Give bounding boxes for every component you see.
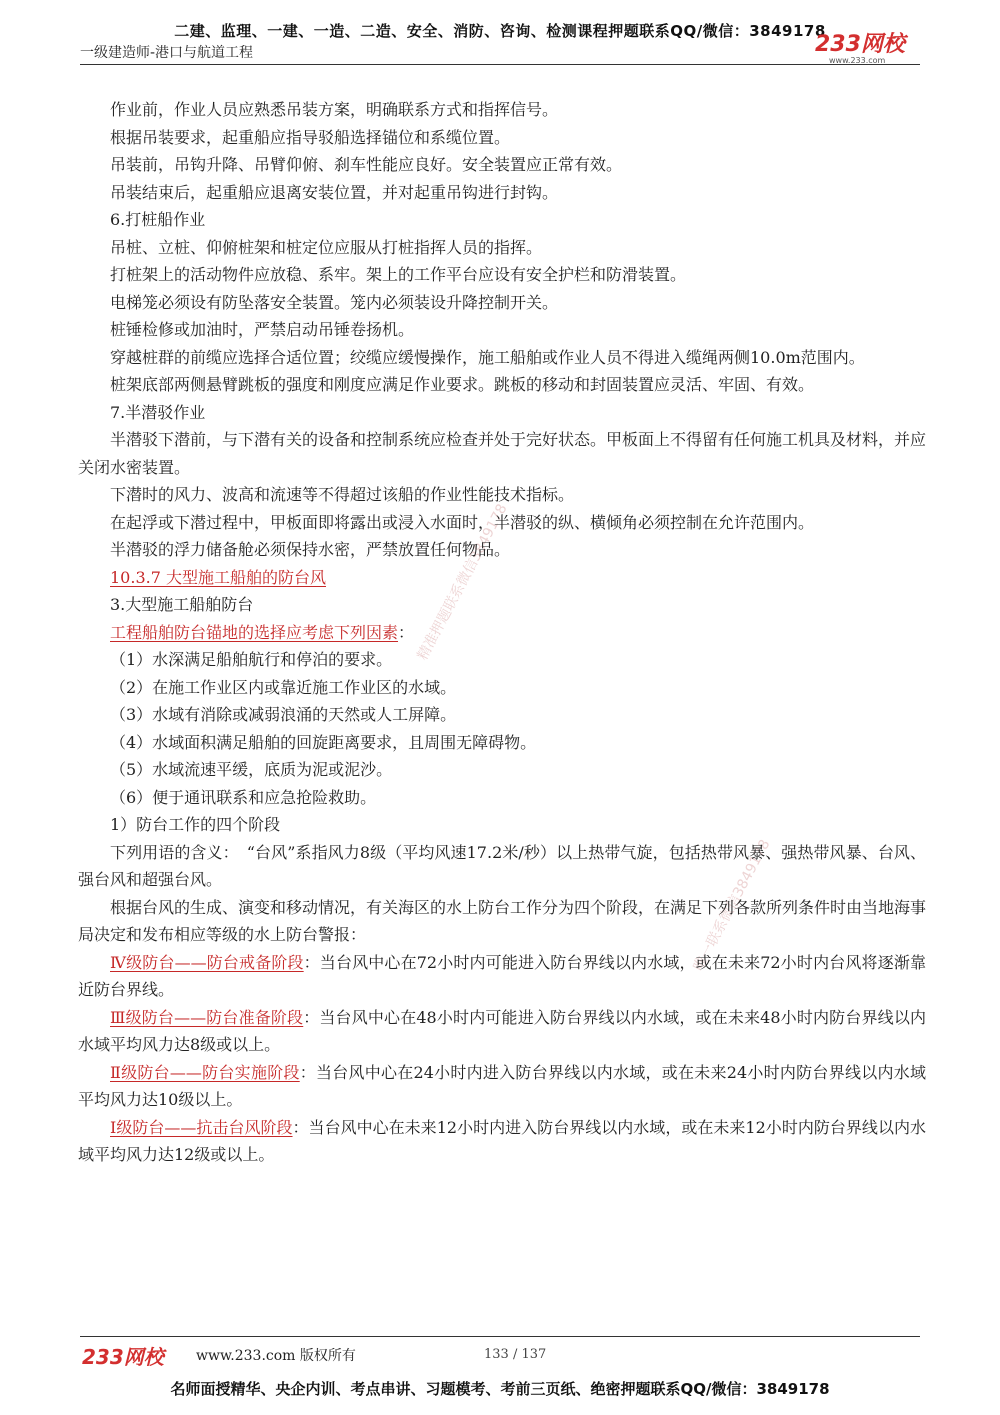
footer-divider: [80, 1336, 920, 1337]
footer-logo: 233网校: [82, 1345, 164, 1369]
copyright-text: www.233.com 版权所有: [196, 1348, 356, 1364]
paragraph-text: （2）在施工作业区内或靠近施工作业区的水域。: [110, 677, 457, 697]
brand-logo: [815, 34, 925, 64]
paragraph: [78, 619, 926, 647]
paragraph-text: 穿越桩群的前缆应选择合适位置；绞缆应缓慢操作，施工船舶或作业人员不得进入缆绳两侧10.0m范围内。: [110, 347, 865, 367]
paragraph-text: 下列用语的含义： “台风”系指风力8级（平均风速17.2米/秒）以上热带气旋，包括热带风暴、强热带风暴、台风、强台风和超强台风。: [78, 842, 926, 889]
brand-logo-text: 233网校: [815, 32, 905, 57]
paragraph: [78, 536, 926, 564]
paragraph-text: 电梯笼必须设有防坠落安全装置。笼内必须装设升降控制开关。: [110, 292, 559, 312]
paragraph: [78, 756, 926, 784]
paragraph-text: 桩锤检修或加油时，严禁启动吊锤卷扬机。: [110, 320, 415, 339]
header-divider: [80, 64, 920, 65]
paragraph-text: 7.半潜驳作业: [110, 402, 206, 422]
paragraph-text: 下潜时的风力、波高和流速等不得超过该船的作业性能技术指标。: [110, 485, 575, 504]
highlighted-heading: 工程船舶防台锚地的选择应考虑下列因素: [110, 622, 399, 642]
paragraph: [78, 646, 926, 674]
paragraph-text: ：当台风中心在未来12小时内进入防台界线以内水域，或在未来12小时内防台界线以内水域平均风力达12级或以上。: [78, 1117, 926, 1164]
paragraph: [78, 564, 926, 592]
paragraph-text: 1）防台工作的四个阶段: [110, 815, 281, 834]
highlighted-heading: Ⅳ级防台——防台戒备阶段: [110, 952, 304, 972]
header-banner: 二建、监理、一建、一造、二造、安全、消防、咨询、检测课程押题联系QQ/微信：3849178: [174, 22, 826, 40]
paragraph-text: 根据台风的生成、演变和移动情况，有关海区的水上防台工作分为四个阶段，在满足下列各款所列条件时由当地海事局决定和发布相应等级的水上防台警报：: [78, 897, 927, 944]
paragraph: [78, 784, 926, 812]
paragraph-text: （6）便于通讯联系和应急抢险救助。: [110, 787, 377, 807]
paragraph-text: ：当台风中心在48小时内可能进入防台界线以内水域，或在未来48小时内防台界线以内水域平均风力达8级或以上。: [78, 1007, 926, 1054]
paragraph-text: ：: [398, 622, 415, 642]
paragraph-text: 半潜驳的浮力储备舱必须保持水密，严禁放置任何物品。: [110, 540, 511, 559]
paragraph-text: 桩架底部两侧悬臂跳板的强度和刚度应满足作业要求。跳板的移动和封固装置应灵活、牢固、有效。: [110, 375, 815, 394]
paragraph: [78, 426, 926, 481]
paragraph-text: 作业前，作业人员应熟悉吊装方案，明确联系方式和指挥信号。: [110, 100, 559, 119]
paragraph: [78, 1059, 926, 1114]
paragraph: [78, 811, 926, 839]
paragraph-text: 吊装结束后，起重船应退离安装位置，并对起重吊钩进行封钩。: [110, 182, 559, 202]
paragraph: [78, 591, 926, 619]
paragraph-text: 打桩架上的活动物件应放稳、系牢。架上的工作平台应设有安全护栏和防滑装置。: [110, 265, 687, 284]
page-number: 133 / 137: [484, 1347, 547, 1362]
paragraph-text: 3.大型施工船舶防台: [110, 595, 254, 614]
paragraph: [78, 261, 926, 289]
paragraph: [78, 206, 926, 234]
highlighted-heading: Ⅰ级防台——抗击台风阶段: [110, 1117, 293, 1137]
paragraph: [78, 1004, 926, 1059]
paragraph: [78, 124, 926, 152]
paragraph: [78, 701, 926, 729]
paragraph: [78, 399, 926, 427]
paragraph: [78, 674, 926, 702]
paragraph: [78, 949, 926, 1004]
paragraph: [78, 344, 926, 372]
paragraph: [78, 234, 926, 262]
paragraph-text: 在起浮或下潜过程中，甲板面即将露出或浸入水面时，半潜驳的纵、横倾角必须控制在允许范围内。: [110, 512, 815, 532]
paragraph-text: 半潜驳下潜前，与下潜有关的设备和控制系统应检查并处于完好状态。甲板面上不得留有任何施工机具及材料，并应关闭水密装置。: [78, 430, 927, 477]
brand-logo-url: www.233.com: [829, 56, 886, 65]
paragraph: [78, 179, 926, 207]
paragraph-text: （1）水深满足船舶航行和停泊的要求。: [110, 650, 393, 669]
paragraph: [78, 894, 926, 949]
paragraph: [78, 289, 926, 317]
paragraph-text: ：当台风中心在72小时内可能进入防台界线以内水域，或在未来72小时内台风将逐渐靠近防台界线。: [78, 952, 926, 999]
paragraph: [78, 1114, 926, 1169]
paragraph: [78, 509, 926, 537]
watermark: 精准押题联系微信3849178: [414, 501, 511, 663]
paragraph-text: ：当台风中心在24小时内进入防台界线以内水域，或在未来24小时内防台界线以内水域平均风力达10级以上。: [78, 1062, 926, 1109]
document-subject: 一级建造师-港口与航道工程: [80, 45, 254, 61]
watermark: 唯一联系微信3849178: [690, 837, 774, 974]
paragraph-text: 吊桩、立桩、仰俯桩架和桩定位应服从打桩指挥人员的指挥。: [110, 237, 543, 257]
paragraph: [78, 371, 926, 399]
paragraph-text: 6.打桩船作业: [110, 210, 206, 229]
paragraph: [78, 729, 926, 757]
footer-banner: 名师面授精华、央企内训、考点串讲、习题模考、考前三页纸、绝密押题联系QQ/微信：3849178: [170, 1380, 830, 1398]
paragraph-text: 吊装前，吊钩升降、吊臂仰俯、刹车性能应良好。安全装置应正常有效。: [110, 155, 623, 174]
paragraph-text: （4）水域面积满足船舶的回旋距离要求，且周围无障碍物。: [110, 732, 537, 752]
paragraph: [78, 316, 926, 344]
paragraph: [78, 96, 926, 124]
paragraph-text: （5）水域流速平缓，底质为泥或泥沙。: [110, 760, 393, 779]
paragraph-text: （3）水域有消除或减弱浪涌的天然或人工屏障。: [110, 705, 457, 724]
highlighted-heading: 10.3.7 大型施工船舶的防台风: [110, 567, 326, 587]
paragraph: [78, 481, 926, 509]
highlighted-heading: Ⅲ级防台——防台准备阶段: [110, 1007, 304, 1027]
document-body: [78, 96, 926, 1169]
paragraph: [78, 839, 926, 894]
paragraph-text: 根据吊装要求，起重船应指导驳船选择锚位和系缆位置。: [110, 127, 511, 147]
highlighted-heading: Ⅱ级防台——防台实施阶段: [110, 1062, 300, 1082]
paragraph: [78, 151, 926, 179]
